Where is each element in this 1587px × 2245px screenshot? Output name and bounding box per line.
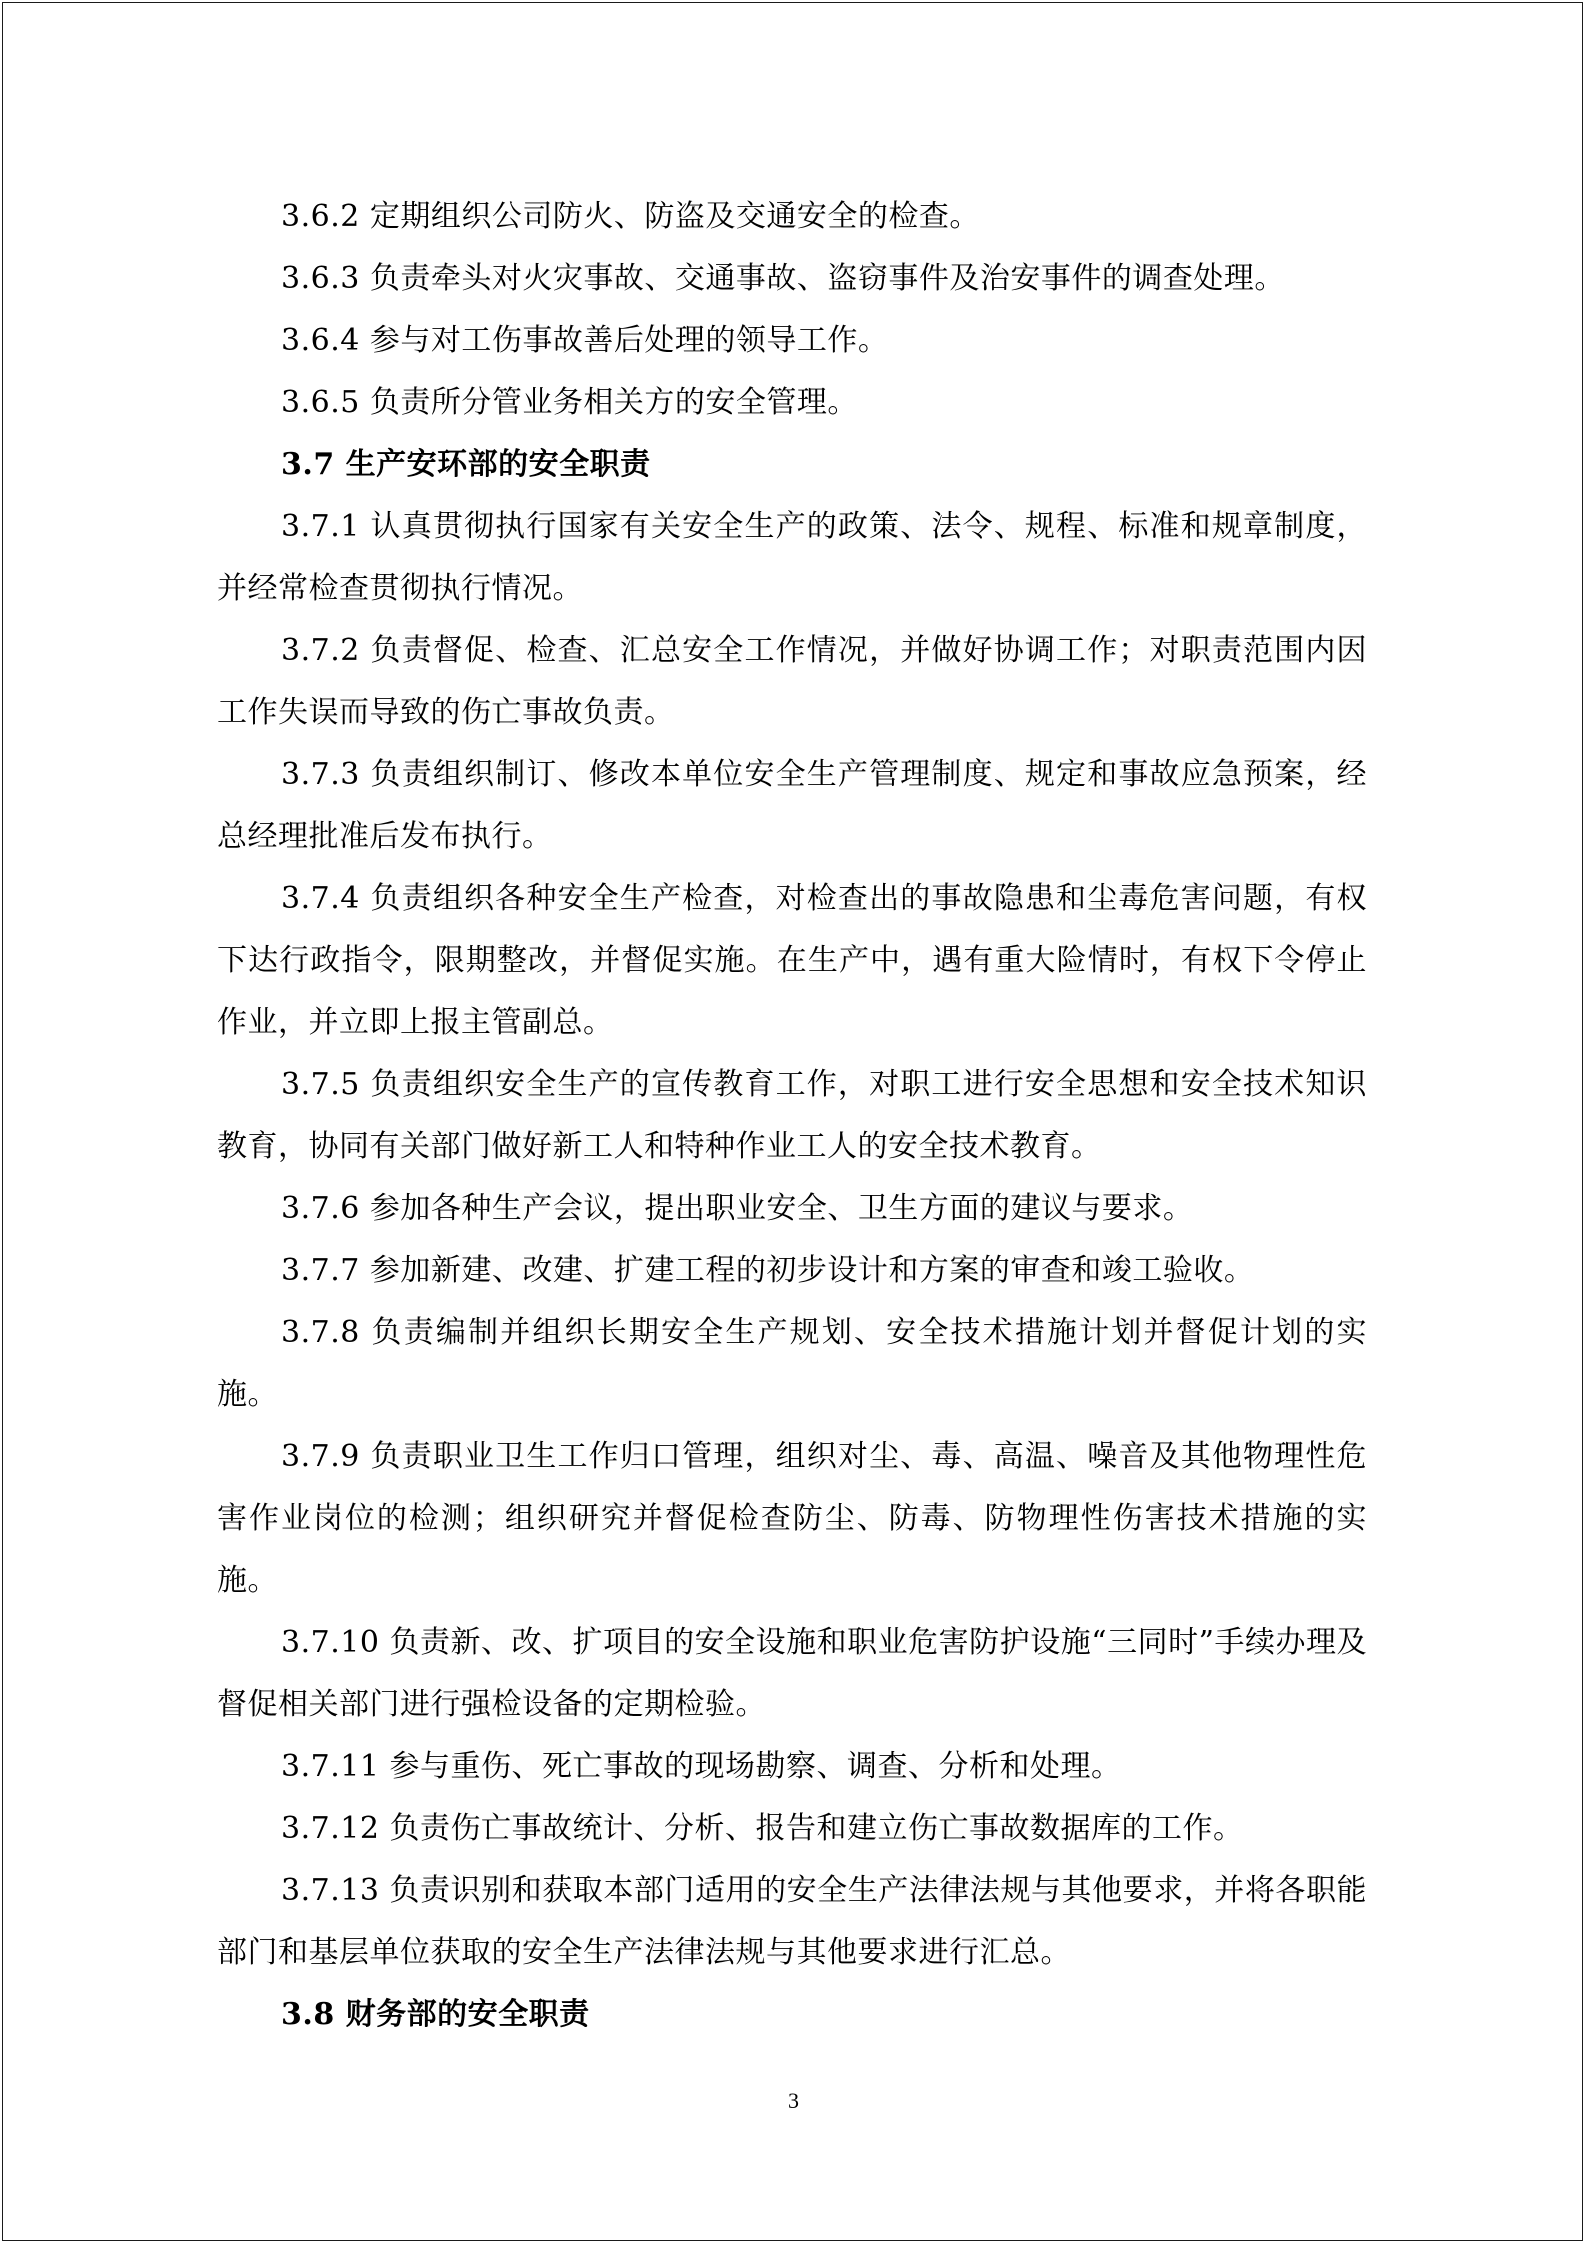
paragraph-3-6-3: 3.6.3 负责牵头对火灾事故、交通事故、盗窃事件及治安事件的调查处理。	[281, 261, 1285, 296]
section-heading-3-7: 3.7 生产安环部的安全职责	[281, 447, 651, 482]
paragraph-3-7-2: 3.7.2 负责督促、检查、汇总安全工作情况，并做好协调工作；对职责范围内因工作失误而导致的伤亡事故负责。	[217, 633, 1367, 730]
paragraph-3-6-2: 3.6.2 定期组织公司防火、防盗及交通安全的检查。	[281, 199, 980, 234]
document-body	[217, 186, 1367, 2046]
paragraph-3-7-8: 3.7.8 负责编制并组织长期安全生产规划、安全技术措施计划并督促计划的实施。	[217, 1315, 1367, 1412]
paragraph-3-7-6: 3.7.6 参加各种生产会议，提出职业安全、卫生方面的建议与要求。	[281, 1191, 1194, 1226]
section-heading-3-8: 3.8 财务部的安全职责	[281, 1997, 590, 2032]
paragraph-3-7-7: 3.7.7 参加新建、改建、扩建工程的初步设计和方案的审查和竣工验收。	[281, 1253, 1255, 1288]
paragraph-3-6-5: 3.6.5 负责所分管业务相关方的安全管理。	[281, 385, 858, 420]
paragraph-3-7-13: 3.7.13 负责识别和获取本部门适用的安全生产法律法规与其他要求，并将各职能部门和基层单位获取的安全生产法律法规与其他要求进行汇总。	[217, 1873, 1367, 1970]
paragraph-3-7-10: 3.7.10 负责新、改、扩项目的安全设施和职业危害防护设施“三同时”手续办理及督促相关部门进行强检设备的定期检验。	[217, 1625, 1367, 1722]
paragraph-3-7-11: 3.7.11 参与重伤、死亡事故的现场勘察、调查、分析和处理。	[281, 1749, 1122, 1784]
paragraph-3-7-3: 3.7.3 负责组织制订、修改本单位安全生产管理制度、规定和事故应急预案，经总经理批准后发布执行。	[217, 757, 1367, 854]
page-number: 3	[788, 2088, 799, 2113]
paragraph-3-7-5: 3.7.5 负责组织安全生产的宣传教育工作，对职工进行安全思想和安全技术知识教育，协同有关部门做好新工人和特种作业工人的安全技术教育。	[217, 1067, 1367, 1164]
paragraph-3-7-9: 3.7.9 负责职业卫生工作归口管理，组织对尘、毒、高温、噪音及其他物理性危害作业岗位的检测；组织研究并督促检查防尘、防毒、防物理性伤害技术措施的实施。	[217, 1439, 1367, 1598]
paragraph-3-7-4: 3.7.4 负责组织各种安全生产检查，对检查出的事故隐患和尘毒危害问题，有权下达行政指令，限期整改，并督促实施。在生产中，遇有重大险情时，有权下令停止作业，并立即上报主管副总。	[217, 881, 1367, 1040]
paragraph-3-6-4: 3.6.4 参与对工伤事故善后处理的领导工作。	[281, 323, 889, 358]
paragraph-3-7-1: 3.7.1 认真贯彻执行国家有关安全生产的政策、法令、规程、标准和规章制度，并经常检查贯彻执行情况。	[217, 509, 1367, 606]
paragraph-3-7-12: 3.7.12 负责伤亡事故统计、分析、报告和建立伤亡事故数据库的工作。	[281, 1811, 1244, 1846]
